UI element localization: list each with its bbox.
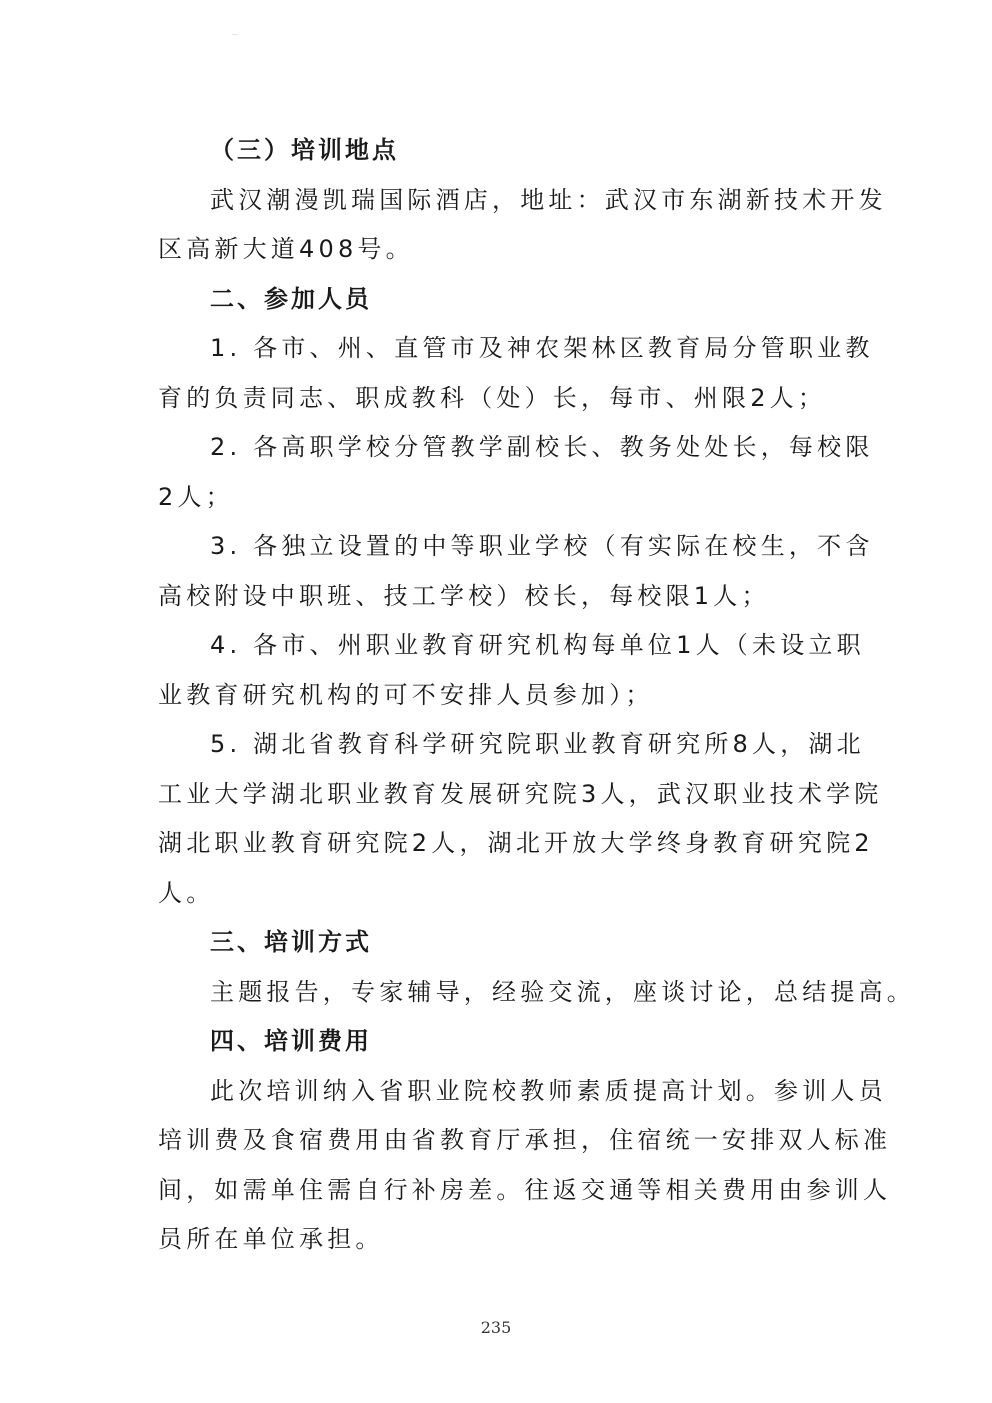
page-number: 235 bbox=[480, 1318, 512, 1337]
paragraph-line: 此次培训纳入省职业院校教师素质提高计划。参训人员 bbox=[210, 1076, 887, 1105]
list-item-line: 业教育研究机构的可不安排人员参加）； bbox=[158, 680, 654, 709]
list-item-line: 育的负责同志、职成教科（处）长，每市、州限2人； bbox=[158, 383, 827, 412]
paragraph-line: 培训费及食宿费用由省教育厅承担，住宿统一安排双人标准 bbox=[158, 1126, 892, 1154]
paragraph-line: 间，如需单住需自行补房差。往返交通等相关费用由参训人 bbox=[158, 1175, 892, 1204]
scan-mark bbox=[232, 34, 238, 35]
paragraph-line: 区高新大道408号。 bbox=[158, 235, 414, 263]
paragraph-line: 武汉潮漫凯瑞国际酒店，地址：武汉市东湖新技术开发 bbox=[210, 185, 887, 214]
list-item-line: 工业大学湖北职业教育发展研究院3人，武汉职业技术学院 bbox=[158, 779, 883, 808]
paragraph-line: 员所在单位承担。 bbox=[158, 1225, 384, 1253]
section-heading-location: （三）培训地点 bbox=[210, 136, 399, 164]
list-item-line: 湖北职业教育研究院2人，湖北开放大学终身教育研究院2 bbox=[158, 829, 874, 857]
list-item-line: 3. 各独立设置的中等职业学校（有实际在校生，不含 bbox=[210, 532, 874, 560]
document-body bbox=[158, 126, 915, 1265]
list-item-line: 5. 湖北省教育科学研究院职业教育研究所8人，湖北 bbox=[210, 730, 865, 758]
list-item-line: 2. 各高职学校分管教学副校长、教务处处长，每校限 bbox=[210, 433, 874, 461]
section-heading-method: 三、培训方式 bbox=[210, 928, 372, 956]
list-item-line: 人。 bbox=[158, 878, 215, 907]
section-heading-cost: 四、培训费用 bbox=[210, 1027, 372, 1055]
list-item-line: 1. 各市、州、直管市及神农架林区教育局分管职业教 bbox=[210, 334, 874, 362]
paragraph-line: 主题报告，专家辅导，经验交流，座谈讨论，总结提高。 bbox=[210, 977, 915, 1006]
list-item-line: 4. 各市、州职业教育研究机构每单位1人（未设立职 bbox=[210, 631, 865, 659]
list-item-line: 2人； bbox=[158, 482, 234, 511]
list-item-line: 高校附设中职班、技工学校）校长，每校限1人； bbox=[158, 581, 770, 610]
section-heading-participants: 二、参加人员 bbox=[210, 284, 372, 313]
